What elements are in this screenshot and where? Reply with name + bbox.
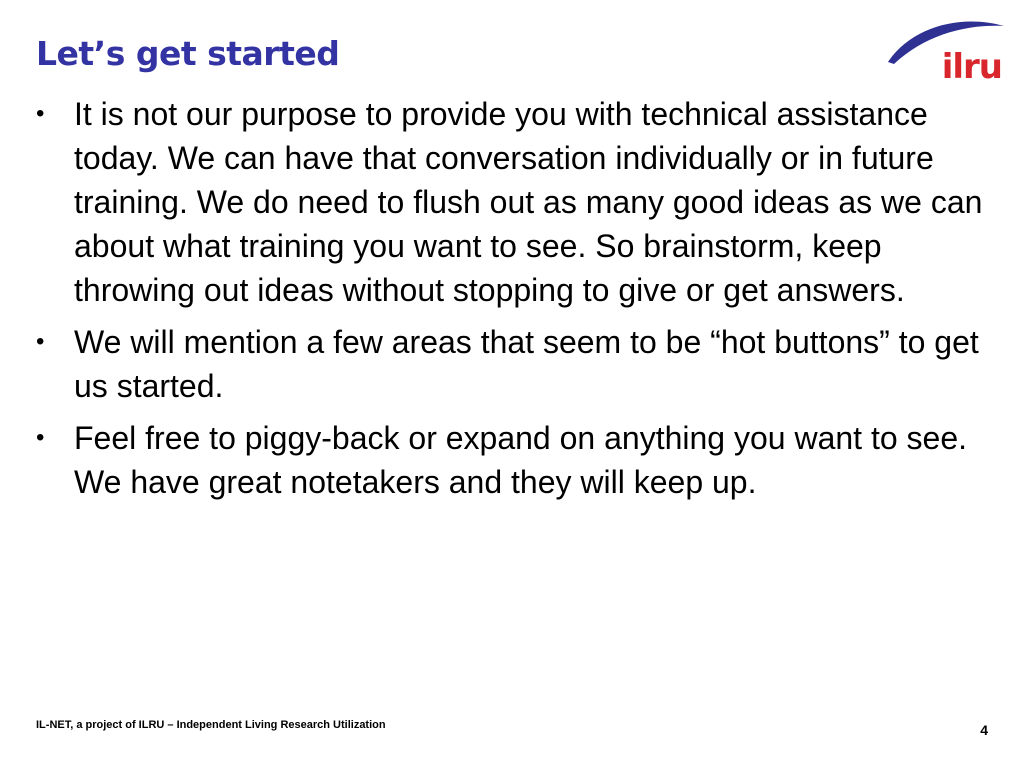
bullet-text: Feel free to piggy-back or expand on anything you want to see. We have great notetakers and they will keep up. [74, 420, 967, 500]
footer-text: IL-NET, a project of ILRU – Independent Living Research Utilization [36, 719, 386, 731]
bullet-text: We will mention a few areas that seem to be “hot buttons” to get us started. [74, 324, 979, 404]
bullet-item [36, 416, 1006, 504]
bullet-dot: • [36, 100, 45, 127]
bullet-list [36, 92, 1006, 512]
slide-title: Let’s get started [36, 34, 340, 73]
bullet-item [36, 320, 1006, 408]
bullet-item [36, 92, 1006, 312]
bullet-dot: • [36, 328, 45, 355]
logo-text: ilru [941, 47, 1002, 84]
bullet-dot: • [36, 424, 45, 451]
bullet-text: It is not our purpose to provide you with technical assistance today. We can have that conversation individually or in future training. We do need to flush out as many good ideas as we can about what training you want to see. So brainstorm, keep throwing out ideas without stopping to give or get answers. [74, 96, 983, 308]
ilru-logo [884, 16, 1006, 84]
page-number: 4 [980, 722, 988, 738]
